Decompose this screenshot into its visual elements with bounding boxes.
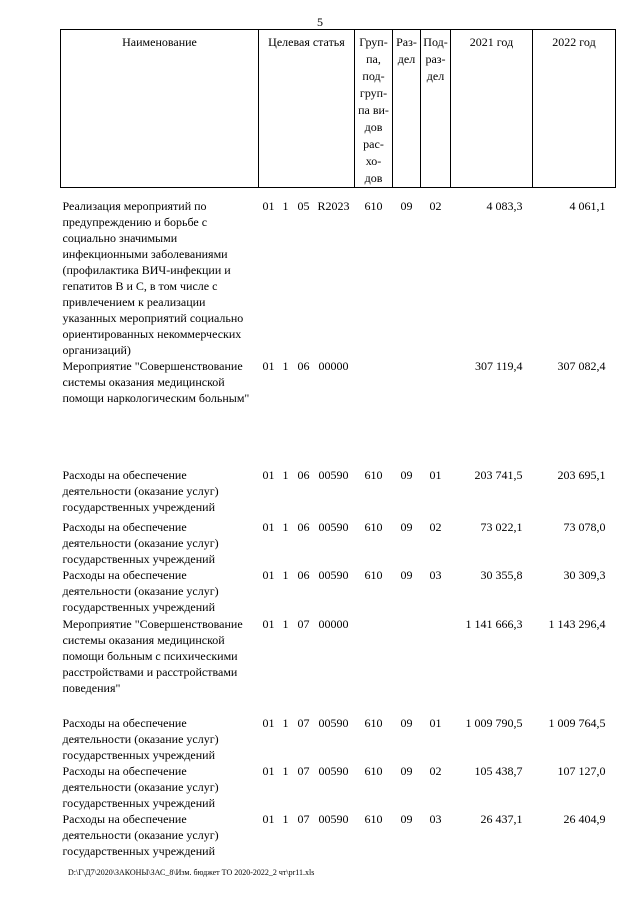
table-row <box>61 715 616 763</box>
row-expense-group <box>355 358 393 467</box>
target-article-part: 00590 <box>318 468 349 482</box>
target-article-part: 07 <box>297 812 310 826</box>
row-name: Мероприятие "Совершенствование системы оказания медицинской помощи наркологическим больным" <box>62 359 250 405</box>
row-subsection: 02 <box>429 764 442 778</box>
target-article-part: 07 <box>297 617 310 631</box>
target-article-part: 01 <box>262 812 275 826</box>
row-expense-group <box>355 616 393 715</box>
table-row <box>61 616 616 715</box>
budget-table-container <box>60 29 615 858</box>
row-section: 09 <box>400 520 413 534</box>
table-row <box>61 519 616 567</box>
target-article-part: 01 <box>262 764 275 778</box>
target-article-part: 00590 <box>318 568 349 582</box>
row-name: Мероприятие "Совершенствование системы оказания медицинской помощи больным с психическими расстройствами и расстройствами поведения" <box>62 617 243 695</box>
table-row <box>61 358 616 467</box>
target-article-part: 07 <box>297 716 310 730</box>
header-subsection: Под- раз- дел <box>421 30 451 188</box>
row-target-article <box>259 616 355 715</box>
target-article-part: 00590 <box>318 716 349 730</box>
table-row <box>61 567 616 616</box>
row-section: 09 <box>400 764 413 778</box>
row-target-article <box>259 519 355 567</box>
table-body <box>61 188 616 867</box>
header-section: Раз- дел <box>393 30 421 188</box>
target-article-part: 05 <box>297 199 310 213</box>
row-expense-group: 610 <box>364 199 383 213</box>
row-expense-group: 610 <box>364 764 383 778</box>
row-amount-2022: 30 309,3 <box>563 568 606 582</box>
row-target-article <box>259 188 355 359</box>
row-section <box>393 358 421 467</box>
row-subsection <box>421 616 451 715</box>
target-article-part: 01 <box>262 468 275 482</box>
row-subsection: 03 <box>429 812 442 826</box>
header-name: Наименование <box>61 30 259 188</box>
target-article-part: 00590 <box>318 764 349 778</box>
row-name: Расходы на обеспечение деятельности (оказание услуг) государственных учреждений <box>62 520 219 566</box>
target-article-part: 1 <box>282 617 289 631</box>
table-row <box>61 763 616 811</box>
row-subsection: 01 <box>429 468 442 482</box>
row-target-article <box>259 715 355 763</box>
target-article-part: 1 <box>282 716 289 730</box>
row-amount-2022: 4 061,1 <box>569 199 606 213</box>
row-amount-2022: 1 143 296,4 <box>548 617 606 631</box>
row-amount-2021: 30 355,8 <box>480 568 523 582</box>
row-target-article <box>259 358 355 467</box>
row-target-article <box>259 811 355 866</box>
row-amount-2022: 307 082,4 <box>557 359 606 373</box>
row-name: Расходы на обеспечение деятельности (оказание услуг) государственных учреждений <box>62 764 219 810</box>
row-expense-group: 610 <box>364 468 383 482</box>
target-article-part: 1 <box>282 764 289 778</box>
row-expense-group: 610 <box>364 716 383 730</box>
row-name: Расходы на обеспечение деятельности (оказание услуг) государственных учреждений <box>62 468 219 514</box>
row-expense-group: 610 <box>364 568 383 582</box>
row-amount-2022: 107 127,0 <box>557 764 606 778</box>
row-amount-2021: 1 009 790,5 <box>465 716 523 730</box>
row-amount-2021: 1 141 666,3 <box>465 617 523 631</box>
row-name: Расходы на обеспечение деятельности (оказание услуг) государственных учреждений <box>62 568 219 614</box>
row-amount-2021: 307 119,4 <box>474 359 523 373</box>
target-article-part: 06 <box>297 359 310 373</box>
row-subsection: 01 <box>429 716 442 730</box>
target-article-part: 1 <box>282 568 289 582</box>
header-expense-group: Груп- па, под- груп- па ви- дов рас- хо- дов <box>355 30 393 188</box>
row-amount-2022: 1 009 764,5 <box>548 716 606 730</box>
row-name: Реализация мероприятий по предупреждению и борьбе с социально значимыми инфекционными заболеваниями (профилактика ВИЧ-инфекции и гепатитов В и С, в том числе с привлечением к реализации указанных мероприятий социально ориентированных некоммерческих организаций) <box>62 199 244 357</box>
row-section <box>393 616 421 715</box>
row-name: Расходы на обеспечение деятельности (оказание услуг) государственных учреждений <box>62 716 219 762</box>
page-number: 5 <box>317 15 323 29</box>
row-target-article <box>259 467 355 519</box>
row-section: 09 <box>400 468 413 482</box>
file-path-footer: D:\Г\Д7\2020\ЗАКОНЫ\ЗАС_8\Изм. бюджет ТО 2020-2022_2 чт\pr11.xls <box>68 868 315 877</box>
budget-table <box>60 29 616 866</box>
header-target-article: Целевая статья <box>259 30 355 188</box>
header-year-2022: 2022 год <box>533 30 616 188</box>
target-article-part: 1 <box>282 468 289 482</box>
row-target-article <box>259 567 355 616</box>
target-article-part: 01 <box>262 568 275 582</box>
row-amount-2021: 73 022,1 <box>480 520 523 534</box>
target-article-part: 00000 <box>318 617 349 631</box>
row-target-article <box>259 763 355 811</box>
row-subsection: 03 <box>429 568 442 582</box>
target-article-part: 00590 <box>318 812 349 826</box>
row-amount-2022: 203 695,1 <box>557 468 606 482</box>
row-section: 09 <box>400 568 413 582</box>
target-article-part: R2023 <box>317 199 350 213</box>
row-amount-2021: 203 741,5 <box>474 468 523 482</box>
target-article-part: 01 <box>262 359 275 373</box>
row-section: 09 <box>400 716 413 730</box>
target-article-part: 00590 <box>318 520 349 534</box>
target-article-part: 01 <box>262 716 275 730</box>
table-row <box>61 811 616 866</box>
row-amount-2021: 105 438,7 <box>474 764 523 778</box>
table-row <box>61 467 616 519</box>
table-row <box>61 188 616 359</box>
target-article-part: 01 <box>262 617 275 631</box>
target-article-part: 01 <box>262 520 275 534</box>
row-subsection <box>421 358 451 467</box>
row-amount-2022: 73 078,0 <box>563 520 606 534</box>
table-header-row <box>61 30 616 188</box>
row-section: 09 <box>400 812 413 826</box>
row-amount-2021: 4 083,3 <box>486 199 523 213</box>
header-year-2021: 2021 год <box>451 30 533 188</box>
row-expense-group: 610 <box>364 520 383 534</box>
row-section: 09 <box>400 199 413 213</box>
target-article-part: 01 <box>262 199 275 213</box>
row-subsection: 02 <box>429 199 442 213</box>
row-name: Расходы на обеспечение деятельности (оказание услуг) государственных учреждений <box>62 812 219 858</box>
row-amount-2021: 26 437,1 <box>480 812 523 826</box>
row-amount-2022: 26 404,9 <box>563 812 606 826</box>
target-article-part: 1 <box>282 520 289 534</box>
target-article-part: 06 <box>297 468 310 482</box>
target-article-part: 00000 <box>318 359 349 373</box>
target-article-part: 06 <box>297 520 310 534</box>
target-article-part: 06 <box>297 568 310 582</box>
target-article-part: 1 <box>282 199 289 213</box>
target-article-part: 07 <box>297 764 310 778</box>
row-subsection: 02 <box>429 520 442 534</box>
target-article-part: 1 <box>282 359 289 373</box>
target-article-part: 1 <box>282 812 289 826</box>
row-expense-group: 610 <box>364 812 383 826</box>
